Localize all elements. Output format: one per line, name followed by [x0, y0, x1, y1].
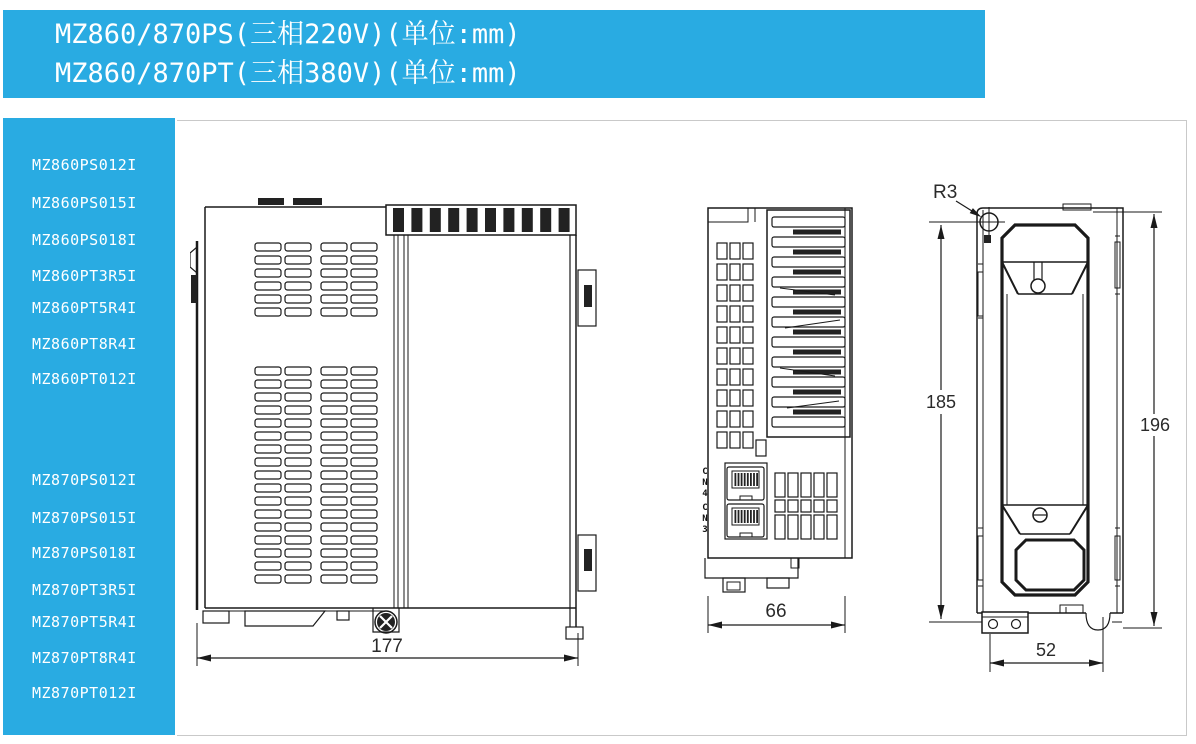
- model-item: MZ860PT8R4I: [32, 335, 137, 353]
- front-width-dim-label: 66: [765, 601, 787, 622]
- dimension-185: [925, 225, 982, 622]
- vent-slots-upper: [255, 243, 377, 316]
- header-title-line1: MZ860/870PS(三相220V)(单位:mm): [55, 18, 521, 50]
- dimension-66: [708, 596, 845, 633]
- connector-label-cn3: CN3: [700, 503, 710, 536]
- model-item: MZ860PT012I: [32, 370, 137, 388]
- side-width-dim-label: 177: [371, 636, 403, 657]
- bottom-mounting-bracket: [982, 612, 1028, 633]
- model-item: MZ870PS012I: [32, 471, 137, 489]
- front-short-slot-columns: [775, 473, 837, 539]
- mounting-screw: [375, 611, 397, 633]
- model-item: MZ870PT012I: [32, 684, 137, 702]
- header-title-line2: MZ860/870PT(三相380V)(单位:mm): [55, 57, 521, 89]
- model-item: MZ870PT3R5I: [32, 581, 137, 599]
- model-item: MZ870PS018I: [32, 544, 137, 562]
- dimension-196: [1093, 212, 1173, 628]
- model-item: MZ860PS015I: [32, 194, 137, 212]
- model-item: MZ860PT3R5I: [32, 267, 137, 285]
- model-item: MZ860PT5R4I: [32, 299, 137, 317]
- corner-radius-label: R3: [933, 182, 958, 203]
- model-item: MZ860PS018I: [32, 231, 137, 249]
- model-item: MZ870PT8R4I: [32, 649, 137, 667]
- rear-height-left-dim-label: 185: [925, 392, 957, 412]
- model-item: MZ870PT5R4I: [32, 613, 137, 631]
- fan-grille-slats: [772, 217, 845, 427]
- model-item: MZ870PS015I: [32, 509, 137, 527]
- rj45-connectors: [725, 463, 767, 539]
- rear-height-right-dim-label: 196: [1139, 415, 1171, 435]
- rear-bottom-width-dim-label: 52: [1035, 640, 1057, 660]
- model-item: MZ860PS012I: [32, 156, 137, 174]
- vent-slots-lower: [255, 367, 377, 583]
- model-sidebar: [3, 118, 175, 735]
- rear-view-svg: [925, 176, 1193, 681]
- rear-view-outline: [977, 204, 1123, 630]
- side-view-outline: [190, 205, 596, 639]
- rj45-pins: [735, 473, 759, 523]
- front-view-drawing: [695, 196, 885, 641]
- front-view-svg: [695, 196, 885, 641]
- side-view-svg: [190, 196, 600, 674]
- rear-cover-plate: [1002, 225, 1088, 595]
- heatsink-fins: [393, 208, 570, 232]
- connector-label-cn4: CN4: [700, 467, 710, 500]
- side-view-dark-details: [191, 198, 592, 571]
- side-view-drawing: [190, 196, 600, 674]
- rear-view-drawing: [925, 176, 1193, 681]
- front-vent-columns: [717, 243, 766, 456]
- header-banner: [3, 10, 985, 98]
